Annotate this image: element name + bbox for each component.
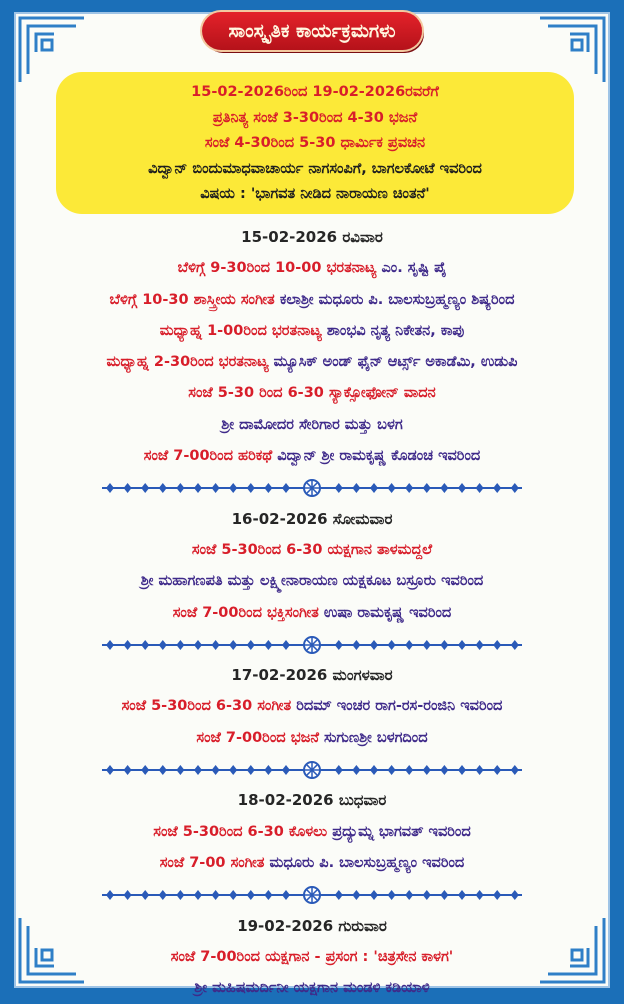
event-time: ಸಂಜೆ 5-30ರಿಂದ 6-30 [121,698,253,715]
highlight-topic: ವಿಷಯ : 'ಭಾಗವತ ನೀಡಿದ ನಾರಾಯಣ ಚಿಂತನೆ' [200,186,430,202]
event-time: ಮಧ್ಯಾಹ್ನ 1-00ರಿಂದ [159,322,267,339]
event-program: ಯಕ್ಷಗಾನ - ಪ್ರಸಂಗ : 'ಚಿತ್ರಸೇನ ಕಾಳಗ' [265,948,454,965]
dharma-chakra-icon [304,480,320,496]
event-program: ಭಜನೆ [290,729,319,746]
event-program: ಭರತನಾಟ್ಯ [271,322,322,339]
event-program: ಸಂಗೀತ [230,854,265,871]
highlight-pravachana: ಸಂಜೆ 4-30ರಿಂದ 5-30 ಧಾರ್ಮಿಕ ಪ್ರವಚನ [204,135,426,151]
event-time: ಸಂಜೆ 7-00 [159,854,226,871]
event-row [14,973,610,1004]
event-row [14,598,610,629]
event-program: ಯಕ್ಷಗಾನ ತಾಳಮದ್ದಲೆ [327,541,433,558]
event-time: ಮಧ್ಯಾಹ್ನ 2-30ರಿಂದ [106,354,214,371]
event-time: ಬೆಳಿಗ್ಗೆ 10-30 [109,291,189,308]
schedule [14,222,610,1004]
event-row [14,410,610,441]
event-program: ಹರಿಕಥೆ [238,448,273,465]
event-row [14,378,610,409]
event-time: ಬೆಳಿಗ್ಗೆ 9-30ರಿಂದ 10-00 [177,260,322,277]
event-performer: ಮಧೂರು ಪಿ. ಬಾಲಸುಬ್ರಹ್ಮಣ್ಯಂ ಇವರಿಂದ [269,854,465,871]
event-row [14,316,610,347]
event-row [14,942,610,973]
day-date: 15-02-2026 ರವಿವಾರ [241,228,383,246]
event-time: ಸಂಜೆ 7-00ರಿಂದ [172,604,262,621]
event-row [14,848,610,879]
event-performer: ಪ್ರದ್ಯುಮ್ನ ಭಾಗವತ್ ಇವರಿಂದ [332,823,471,840]
event-performer: ಶಾಂಭವಿ ನೃತ್ಯ ನಿಕೇತನ, ಕಾಪು [326,322,465,339]
event-performer: ಕಲಾಶ್ರೀ ಮಧೂರು ಪಿ. ಬಾಲಸುಬ್ರಹ್ಮಣ್ಯಂ ಶಿಷ್ಯರಿಂದ [279,291,515,308]
day-date: 16-02-2026 ಸೋಮವಾರ [231,509,393,528]
event-program: ಭಕ್ತಿಸಂಗೀತ [267,604,319,621]
event-performer: ಸುಗುಣಶ್ರೀ ಬಳಗದಿಂದ [324,729,428,746]
event-program: ಕೊಳಲು [288,823,328,840]
event-performer: ವಿದ್ವಾನ್ ಶ್ರೀ ರಾಮಕೃಷ್ಣ ಕೊಡಂಚ ಇವರಿಂದ [277,448,481,465]
dharma-chakra-icon [304,762,320,778]
dharma-chakra-icon [304,887,320,903]
section-divider [14,629,610,660]
page-title: ಸಾಂಸ್ಕೃತಿಕ ಕಾರ್ಯಕ್ರಮಗಳು [202,12,421,50]
section-divider [14,879,610,910]
event-time: ಸಂಜೆ 5-30ರಿಂದ 6-30 [191,541,323,558]
event-program: ಸಂಗೀತ [257,698,292,715]
event-time: ಸಂಜೆ 5-30ರಿಂದ 6-30 [153,823,284,840]
event-row [14,253,610,284]
event-time: ಸಂಜೆ 7-00ರಿಂದ [196,729,286,746]
event-row [14,535,610,566]
event-row [14,347,610,378]
highlight-box [56,72,574,214]
event-row [14,691,610,722]
event-performer: ಶ್ರೀ ದಾಮೋದರ ಸೇರಿಗಾರ ಮತ್ತು ಬಳಗ [221,416,403,433]
event-program: ಭರತನಾಟ್ಯ [326,260,377,277]
event-performer: ಶ್ರೀ ಮಹಾಗಣಪತಿ ಮತ್ತು ಲಕ್ಷ್ಮೀನಾರಾಯಣ ಯಕ್ಷಕೂಟ ಬಸ್ರೂರು ಇವರಿಂದ [140,573,484,590]
event-row [14,285,610,316]
highlight-date-range: 15-02-2026ರಿಂದ 19-02-2026ರವರೆಗೆ [191,84,439,100]
event-performer: ಎಂ. ಸೃಷ್ಟಿ ಪೈ [381,260,447,277]
event-time: ಸಂಜೆ 5-30 ರಿಂದ 6-30 [188,385,324,402]
event-row [14,441,610,472]
dharma-chakra-icon [304,637,320,653]
event-row [14,723,610,754]
highlight-bhajane: ಪ್ರತಿನಿತ್ಯ ಸಂಜೆ 3-30ರಿಂದ 4-30 ಭಜನೆ [212,109,418,126]
day-date: 17-02-2026 ಮಂಗಳವಾರ [231,666,393,685]
day-date: 19-02-2026 ಗುರುವಾರ [237,916,387,935]
event-program: ಸ್ಯಾಕ್ಸೋಫೋನ್ ವಾದನ [328,385,436,402]
event-performer: ಮ್ಯೂಸಿಕ್ ಅಂಡ್ ಫೈನ್ ಆರ್ಟ್ಸ್ ಅಕಾಡೆಮಿ, ಉಡುಪಿ [273,354,518,371]
event-time: ಸಂಜೆ 7-00ರಿಂದ [170,948,260,965]
event-performer: ಶ್ರೀ ಮಹಿಷಮರ್ದಿನೀ ಯಕ್ಷಗಾನ ಮಂಡಳಿ ಕಡಿಯಾಳಿ [194,980,430,997]
event-performer: ರಿದಮ್ ಇಂಚರ ರಾಗ-ರಸ-ರಂಜಿನಿ ಇವರಿಂದ [296,698,503,715]
event-program: ಭರತನಾಟ್ಯ [218,354,269,371]
event-performer: ಉಷಾ ರಾಮಕೃಷ್ಣ ಇವರಿಂದ [323,604,452,621]
section-divider [14,472,610,503]
title-banner [0,12,624,50]
event-time: ಸಂಜೆ 7-00ರಿಂದ [143,448,233,465]
event-row [14,566,610,597]
highlight-speaker: ವಿದ್ವಾನ್ ಬಿಂದುಮಾಧವಾಚಾರ್ಯ ನಾಗಸಂಪಿಗೆ, ಬಾಗಲಕೋಟೆ ಇವರಿಂದ [148,160,482,177]
event-program: ಶಾಸ್ತ್ರೀಯ ಸಂಗೀತ [193,291,275,308]
section-divider [14,754,610,785]
day-date: 18-02-2026 ಬುಧವಾರ [237,791,387,810]
event-row [14,817,610,848]
